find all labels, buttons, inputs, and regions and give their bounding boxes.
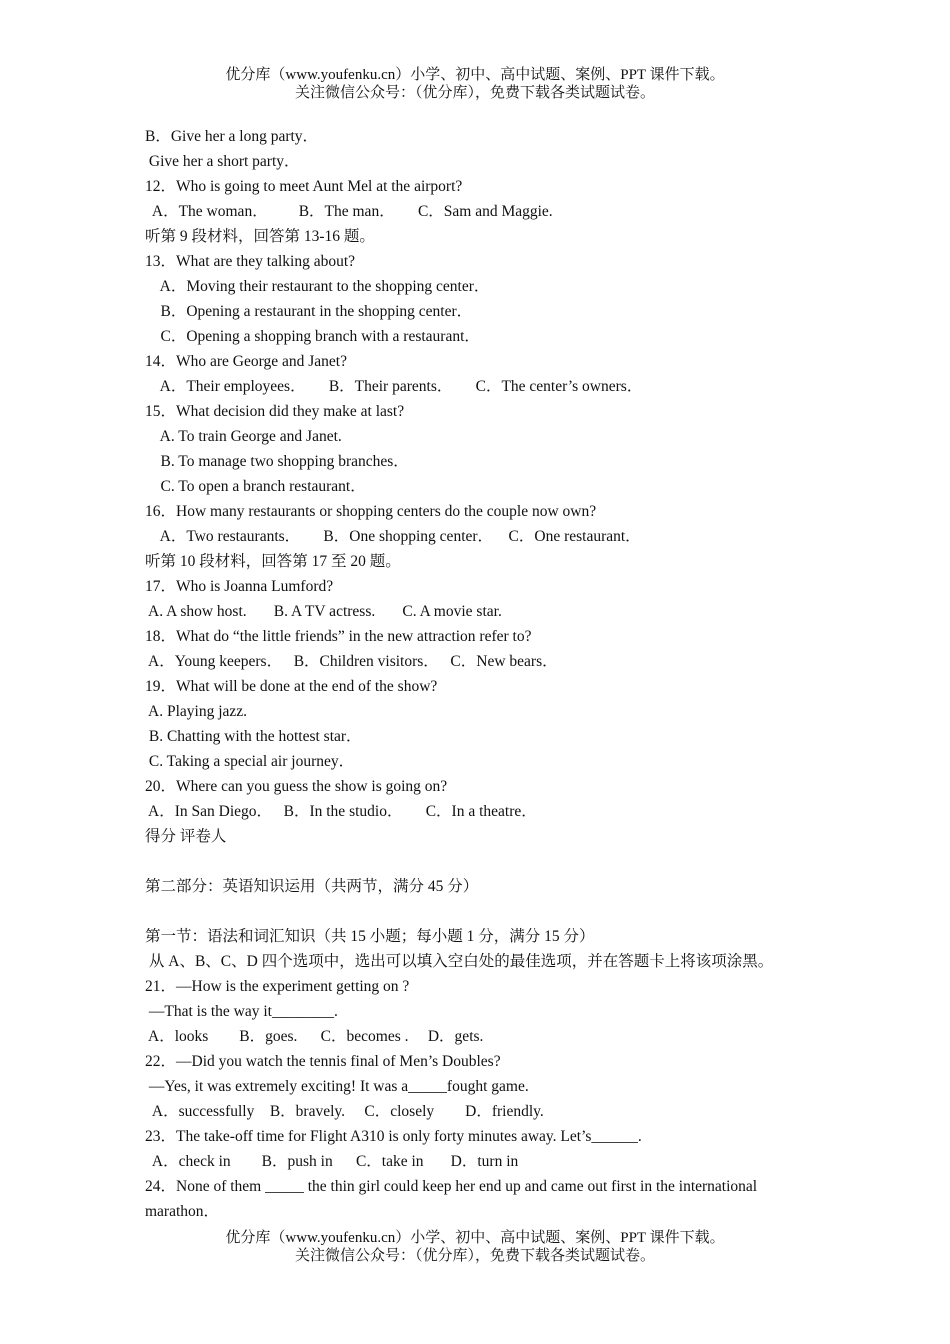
text-line: 18．What do “the little friends” in the new attraction refer to?	[145, 628, 532, 645]
text-line: —Yes, it was extremely exciting! It was a_____fought game.	[145, 1078, 529, 1095]
text-line: B. To manage two shopping branches．	[145, 453, 409, 470]
text-line: A. To train George and Janet.	[145, 428, 342, 445]
text-line: B．Give her a long party．	[145, 128, 319, 145]
text-line: 13．What are they talking about?	[145, 253, 356, 270]
text-line: 得分 评卷人	[145, 828, 227, 845]
text-line: 17．Who is Joanna Lumford?	[145, 578, 334, 595]
text-line: C. To open a branch restaurant．	[145, 478, 366, 495]
header-line-2: 关注微信公众号：（优分库），免费下载各类试题试卷。	[294, 85, 655, 101]
text-line: A．Two restaurants． B．One shopping center． C．One restaurant．	[145, 528, 641, 545]
text-line: A. Playing jazz.	[145, 703, 248, 720]
text-line: 12．Who is going to meet Aunt Mel at the airport?	[145, 178, 463, 195]
text-line: C. Taking a special air journey．	[145, 753, 355, 770]
text-line: A. A show host. B. A TV actress. C. A movie star.	[145, 603, 502, 620]
text-line: 22．—Did you watch the tennis final of Men’s Doubles?	[145, 1053, 501, 1070]
page-header	[0, 66, 950, 102]
text-line: 16．How many restaurants or shopping centers do the couple now own?	[145, 503, 597, 520]
question-lines	[145, 124, 825, 1174]
text-line: 15．What decision did they make at last?	[145, 403, 405, 420]
text-line	[145, 849, 825, 874]
text-line	[145, 899, 825, 924]
text-line: A．Moving their restaurant to the shopping center．	[145, 278, 490, 295]
text-line: 14．Who are George and Janet?	[145, 353, 347, 370]
text-line: —That is the way it________.	[145, 1003, 338, 1020]
text-line: 第二部分：英语知识运用（共两节，满分 45 分）	[145, 878, 479, 895]
text-line: A．In San Diego． B．In the studio． C．In a theatre．	[145, 803, 537, 820]
text-line: 23．The take-off time for Flight A310 is only forty minutes away. Let’s______.	[145, 1128, 642, 1145]
page-footer	[0, 1229, 950, 1265]
text-line: 19．What will be done at the end of the show?	[145, 678, 438, 695]
text-line: 第一节：语法和词汇知识（共 15 小题；每小题 1 分，满分 15 分）	[145, 928, 595, 945]
question-24: 24．None of them _____ the thin girl could keep her end up and came out first in the international marathon．	[145, 1178, 758, 1220]
document-body	[145, 124, 825, 1224]
text-line: 听第 10 段材料，回答第 17 至 20 题。	[145, 553, 401, 570]
footer-line-1: 优分库（www.youfenku.cn）小学、初中、高中试题、案例、PPT 课件下载。	[225, 1230, 725, 1246]
text-line: Give her a short party．	[145, 153, 300, 170]
footer-line-2: 关注微信公众号：（优分库），免费下载各类试题试卷。	[294, 1248, 655, 1264]
text-line: A．looks B．goes. C．becomes . D．gets.	[145, 1028, 484, 1045]
text-line: 20．Where can you guess the show is going on?	[145, 778, 448, 795]
text-line: B. Chatting with the hottest star．	[145, 728, 362, 745]
text-line: C．Opening a shopping branch with a restaurant．	[145, 328, 480, 345]
text-line: A．Young keepers． B．Children visitors． C．New bears．	[145, 653, 558, 670]
text-line: 听第 9 段材料，回答第 13-16 题。	[145, 228, 375, 245]
text-line: 从 A、B、C、D 四个选项中，选出可以填入空白处的最佳选项，并在答题卡上将该项涂黑。	[145, 953, 774, 970]
text-line: A．The woman． B．The man． C．Sam and Maggie.	[145, 203, 553, 220]
header-line-1: 优分库（www.youfenku.cn）小学、初中、高中试题、案例、PPT 课件下载。	[225, 67, 725, 83]
text-line: A．successfully B．bravely. C．closely D．friendly.	[145, 1103, 544, 1120]
text-line: A．Their employees． B．Their parents． C．The center’s owners．	[145, 378, 643, 395]
text-line: B．Opening a restaurant in the shopping center．	[145, 303, 473, 320]
text-line: A．check in B．push in C．take in D．turn in	[145, 1153, 519, 1170]
text-line: 21．—How is the experiment getting on ?	[145, 978, 410, 995]
